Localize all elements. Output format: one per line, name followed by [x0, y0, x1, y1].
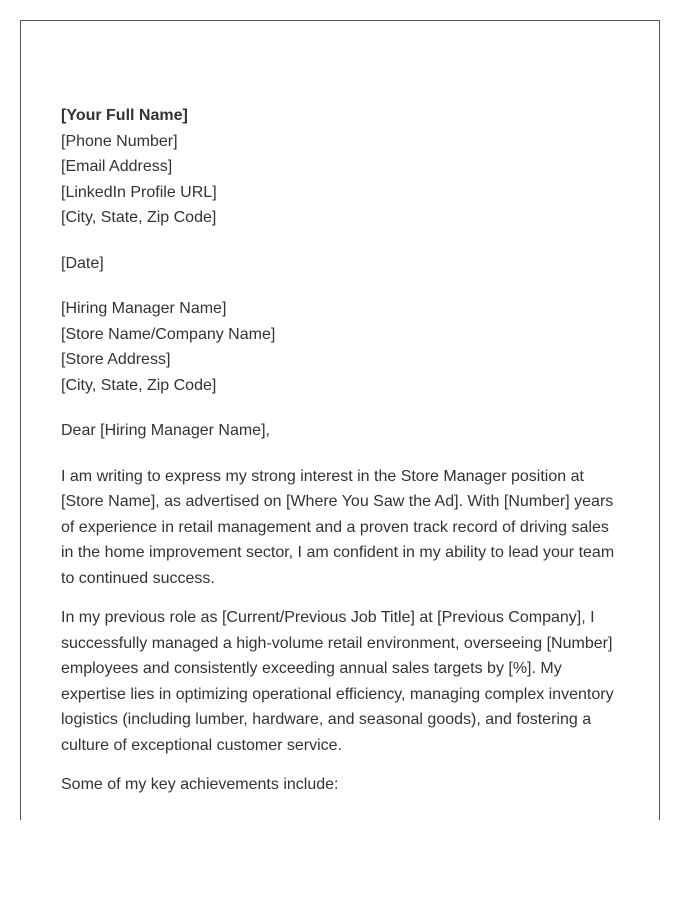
body-paragraph-achievements-intro: Some of my key achievements include: [61, 776, 339, 793]
sender-email: [Email Address] [61, 158, 173, 175]
recipient-address: [Store Address] [61, 351, 171, 368]
date-block [61, 251, 621, 277]
sender-full-name: [Your Full Name] [61, 107, 188, 124]
recipient-name: [Hiring Manager Name] [61, 300, 227, 317]
sender-linkedin: [LinkedIn Profile URL] [61, 183, 217, 201]
letter-content [61, 103, 621, 812]
body-paragraph-intro: I am writing to express my strong interest in the Store Manager position at [Store Name], as advertised on [Where You Saw the Ad]. With [Number] years of experience in retail management and a proven track record of driving sales in the home improvement sector, I am confident in my ability to lead your team to continued success. [61, 467, 615, 587]
recipient-city-state-zip: [City, State, Zip Code] [61, 376, 217, 394]
body-paragraph-experience: In my previous role as [Current/Previous Job Title] at [Previous Company], I successfully managed a high-volume retail environment, overseeing [Number] employees and consistently exceeding annual sales targets by [%]. My expertise lies in optimizing operational efficiency, managing complex inventory logistics (including lumber, hardware, and seasonal goods), and fostering a culture of exceptional customer service. [61, 609, 614, 754]
salutation-block [61, 418, 621, 444]
sender-block [61, 103, 621, 231]
letter-page [20, 20, 660, 820]
letter-date: [Date] [61, 254, 104, 272]
recipient-company: [Store Name/Company Name] [61, 325, 276, 343]
recipient-block [61, 296, 621, 398]
sender-city-state-zip: [City, State, Zip Code] [61, 209, 217, 226]
salutation: Dear [Hiring Manager Name], [61, 422, 270, 439]
sender-phone: [Phone Number] [61, 132, 178, 150]
